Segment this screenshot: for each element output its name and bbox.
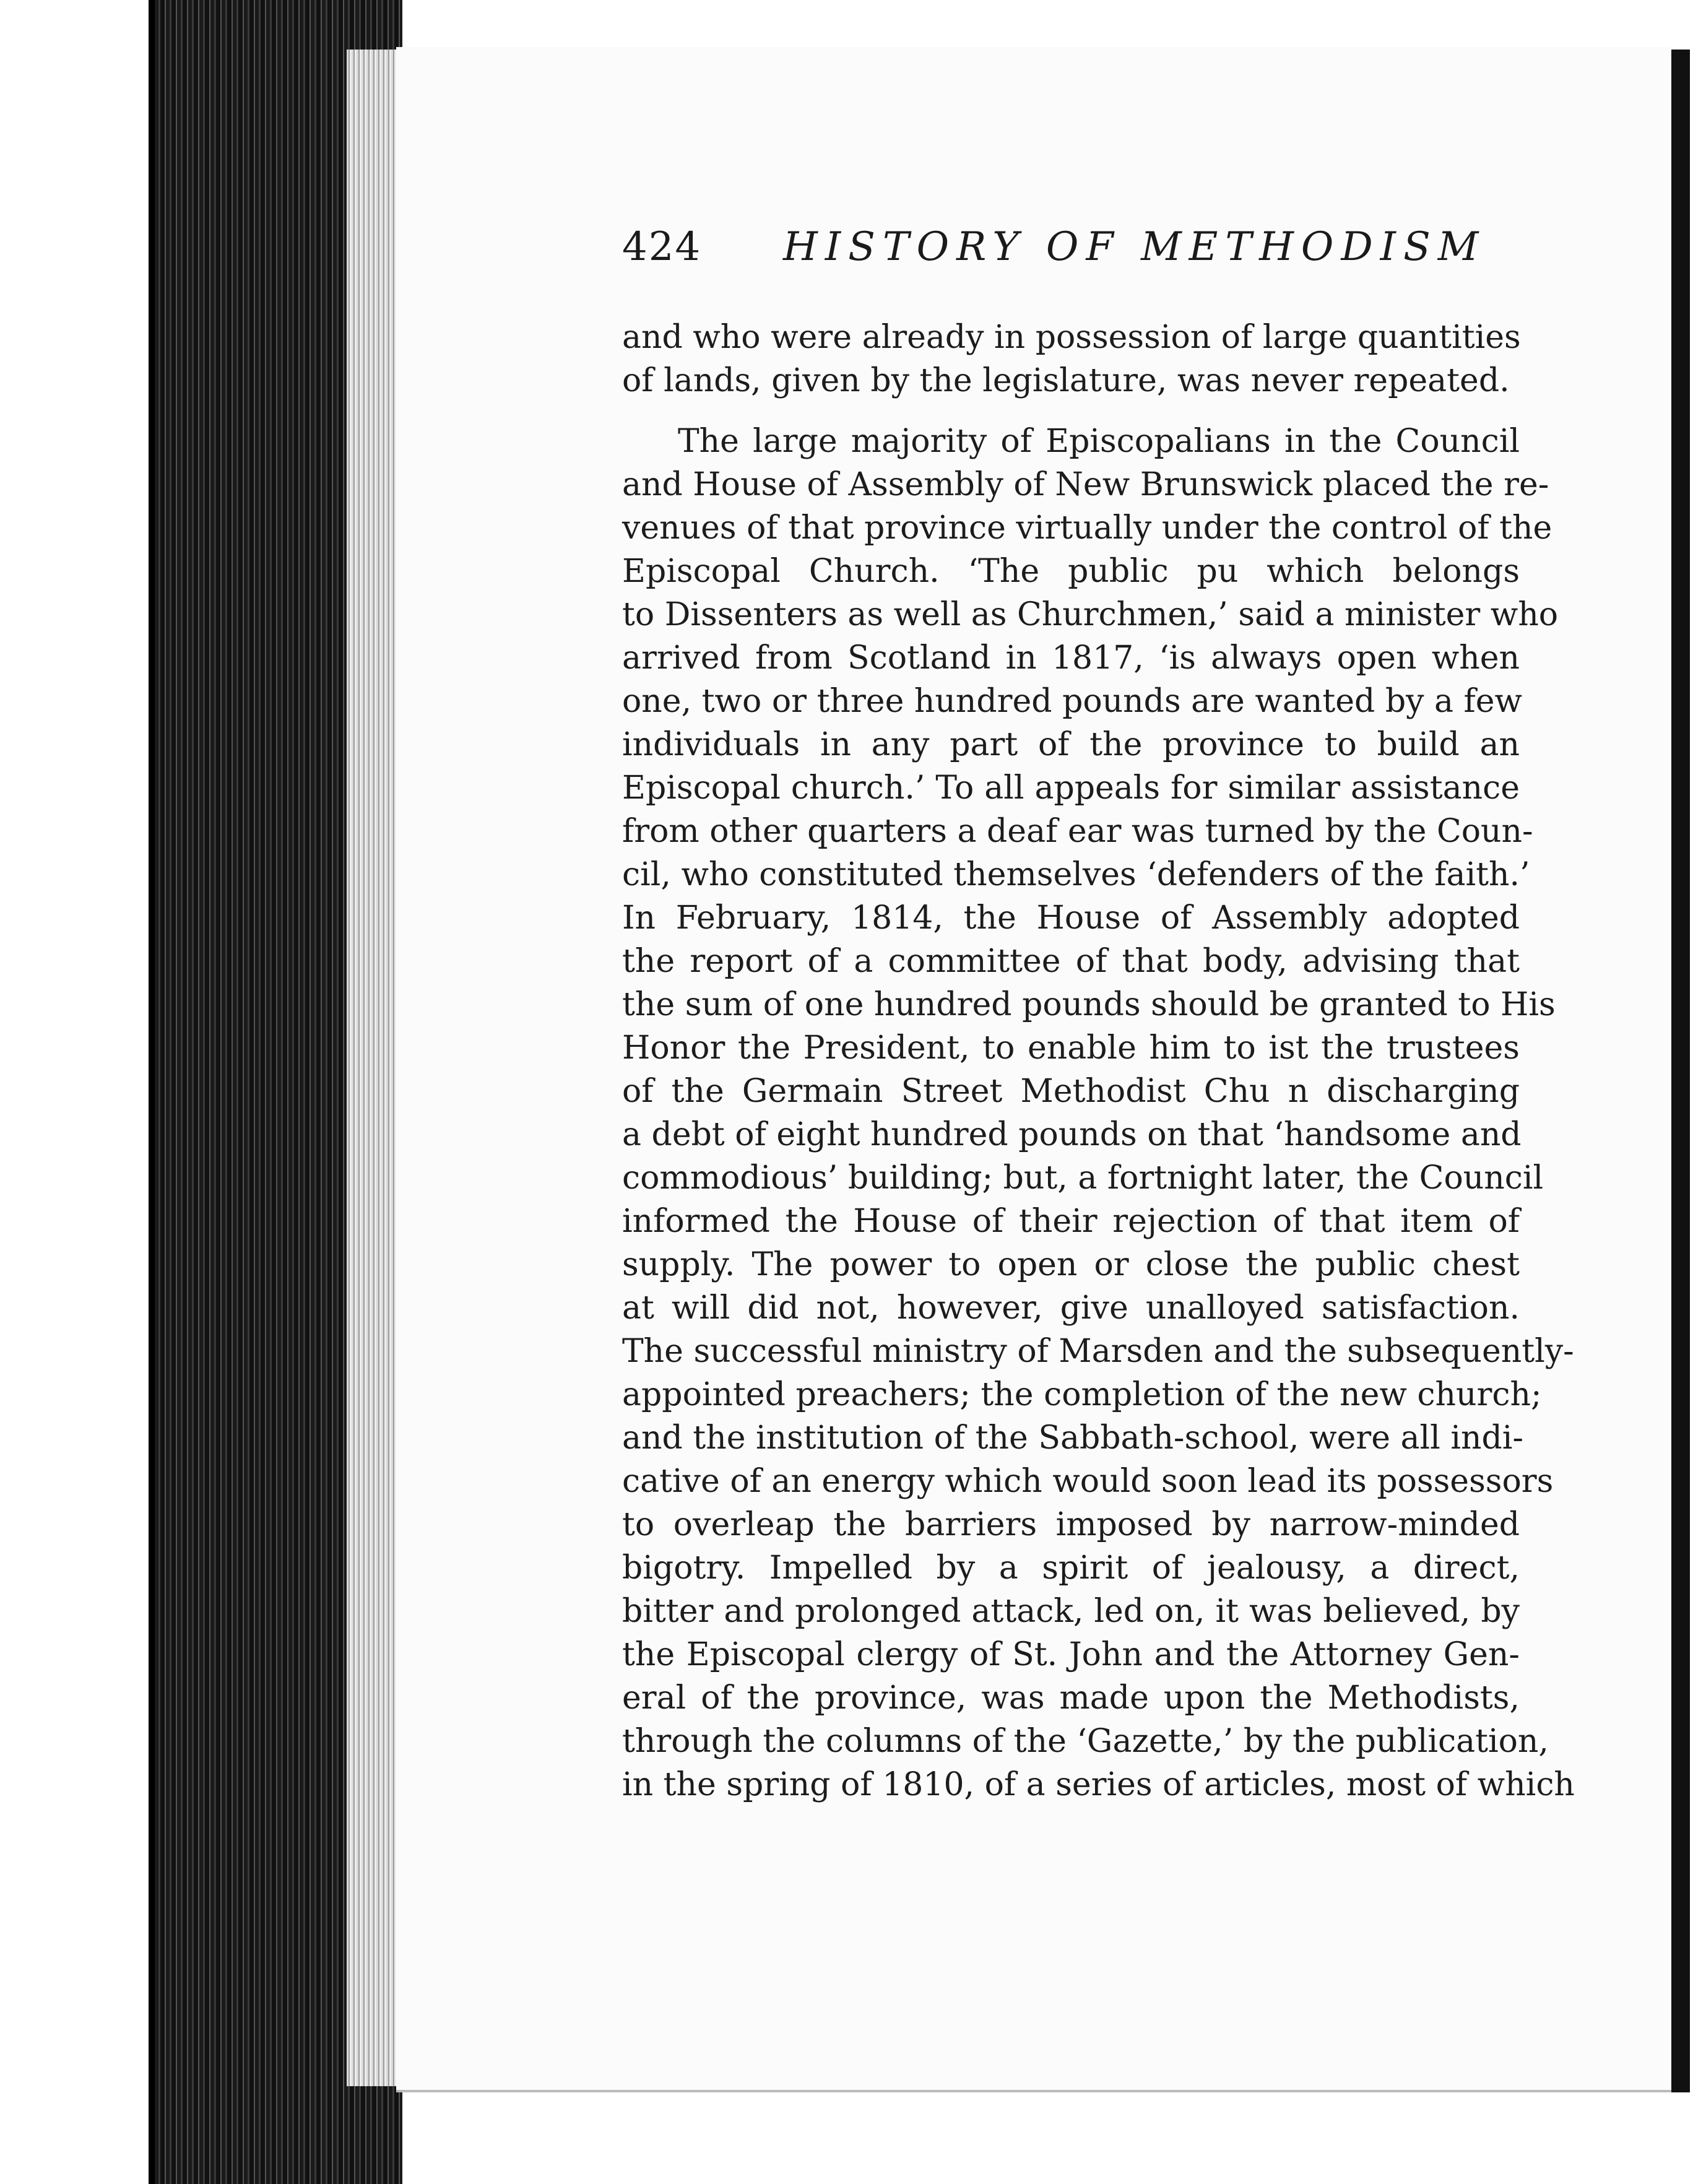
text-line: of the Germain Street Methodist Chu n discharging [622,1073,1520,1110]
page-right-border [1671,50,1690,2092]
text-line: bigotry. Impelled by a spirit of jealousy, a direct, [622,1549,1520,1587]
body-text [622,316,1575,1806]
text-line: and House of Assembly of New Brunswick placed the re- [622,466,1549,503]
text-line: a debt of eight hundred pounds on that ‘handsome and [622,1116,1522,1153]
text-line: one, two or three hundred pounds are wanted by a few [622,683,1523,720]
text-line: from other quarters a deaf ear was turned by the Coun- [622,813,1533,850]
text-line: informed the House of their rejection of that item of [622,1203,1520,1240]
text-line: cative of an energy which would soon lead its possessors [622,1463,1554,1500]
text-line: venues of that province virtually under the control of the [622,509,1552,547]
text-line: Episcopal Church. ‘The public pu which belongs [622,553,1520,590]
page-header [622,224,1486,274]
text-line: and the institution of the Sabbath-school, were all indi- [622,1419,1523,1457]
paragraph [622,420,1575,1806]
text-line: arrived from Scotland in 1817, ‘is always open when [622,639,1520,677]
text-line: to Dissenters as well as Churchmen,’ said a minister who [622,596,1559,633]
text-line: individuals in any part of the province to build an [622,726,1520,763]
page-stack-edges [347,50,396,2086]
text-line: the report of a committee of that body, advising that [622,943,1520,980]
text-line: Honor the President, to enable him to ist the trustees [622,1029,1520,1067]
text-line: supply. The power to open or close the public chest [622,1246,1520,1283]
text-line: and who were already in possession of large quantities [622,319,1521,356]
text-line: in the spring of 1810, of a series of articles, most of which [622,1766,1575,1803]
text-line: eral of the province, was made upon the Methodists, [622,1679,1520,1717]
text-line: commodious’ building; but, a fortnight later, the Council [622,1159,1544,1197]
text-line: The successful ministry of Marsden and the subsequently- [622,1333,1574,1370]
paragraph-gap [622,402,1520,420]
text-line: In February, 1814, the House of Assembly adopted [622,899,1520,937]
running-title: HISTORY OF METHODISM [783,224,1486,270]
page-number: 424 [622,224,702,270]
text-line: at will did not, however, give unalloyed satisfaction. [622,1289,1520,1327]
text-line: of lands, given by the legislature, was never repeated. [622,362,1510,399]
text-line: bitter and prolonged attack, led on, it was believed, by [622,1593,1520,1630]
text-line: the Episcopal clergy of St. John and the Attorney Gen- [622,1636,1520,1673]
paragraph [622,316,1520,402]
text-line: Episcopal church.’ To all appeals for similar assistance [622,769,1520,807]
text-line: to overleap the barriers imposed by narrow-minded [622,1506,1520,1543]
text-line: appointed preachers; the completion of the new church; [622,1376,1542,1413]
text-line: the sum of one hundred pounds should be granted to His [622,986,1556,1023]
text-line: The large majority of Episcopalians in the Council [678,423,1520,460]
text-line: through the columns of the ‘Gazette,’ by the publication, [622,1723,1549,1760]
text-line: cil, who constituted themselves ‘defenders of the faith.’ [622,856,1530,893]
